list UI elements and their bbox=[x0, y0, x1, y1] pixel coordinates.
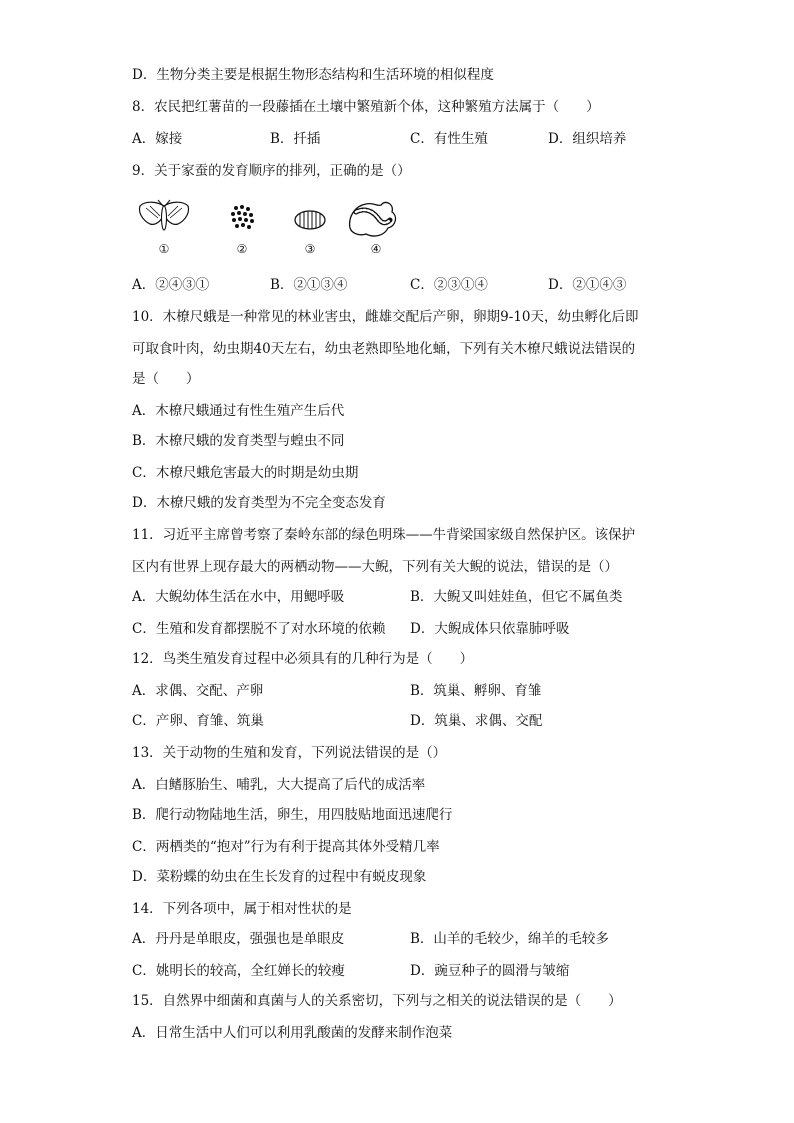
silkworm-figure bbox=[132, 198, 462, 262]
moth-icon bbox=[136, 198, 192, 238]
question-11-line-1: 11．习近平主席曾考察了秦岭东部的绿色明珠——牛背梁国家级自然保护区。该保护 bbox=[132, 527, 636, 543]
q11-option-d: D．大鲵成体只依靠肺呼吸 bbox=[410, 621, 570, 637]
q14-option-d: D．豌豆种子的圆滑与皱缩 bbox=[410, 963, 570, 979]
question-11-line-2: 区内有世界上现存最大的两栖动物——大鲵，下列有关大鲵的说法，错误的是（） bbox=[132, 559, 618, 575]
q8-option-b: B．扦插 bbox=[270, 131, 321, 147]
q13-option-c: C．两栖类的“抱对”行为有利于提高其体外受精几率 bbox=[132, 839, 440, 855]
question-14: 14．下列各项中，属于相对性状的是 bbox=[132, 901, 352, 917]
q13-option-a: A．白鳍豚胎生、哺乳，大大提高了后代的成活率 bbox=[132, 777, 426, 793]
q11-option-a: A．大鲵幼体生活在水中，用鳃呼吸 bbox=[132, 589, 345, 605]
q7-option-d: D．生物分类主要是根据生物形态结构和生活环境的相似程度 bbox=[132, 67, 494, 83]
larva-on-leaf-icon bbox=[344, 198, 400, 242]
q12-option-d: D．筑巢、求偶、交配 bbox=[410, 713, 543, 729]
q8-option-a: A．嫁接 bbox=[132, 131, 183, 147]
q11-option-c: C．生殖和发育都摆脱不了对水环境的依赖 bbox=[132, 621, 386, 637]
figure-label-2: ② bbox=[236, 242, 248, 256]
q11-option-b: B．大鲵又叫娃娃鱼，但它不属鱼类 bbox=[410, 589, 623, 605]
question-10-line-2: 可取食叶肉，幼虫期40天左右，幼虫老熟即坠地化蛹，下列有关木橑尺蛾说法错误的 bbox=[132, 341, 636, 357]
question-10-line-1: 10．木橑尺蛾是一种常见的林业害虫，雌雄交配后产卵，卵期9-10天，幼虫孵化后即 bbox=[132, 309, 639, 325]
q8-option-d: D．组织培养 bbox=[548, 131, 627, 147]
q10-option-a: A．木橑尺蛾通过有性生殖产生后代 bbox=[132, 403, 345, 419]
question-8: 8．农民把红薯苗的一段藤插在土壤中繁殖新个体，这种繁殖方法属于（ ） bbox=[132, 99, 600, 115]
figure-label-3: ③ bbox=[304, 242, 316, 256]
question-10-line-3: 是（ ） bbox=[132, 371, 200, 387]
q15-option-a: A．日常生活中人们可以利用乳酸菌的发酵来制作泡菜 bbox=[132, 1025, 453, 1041]
q9-option-d: D．②①④③ bbox=[548, 277, 627, 293]
q10-option-c: C．木橑尺蛾危害最大的时期是幼虫期 bbox=[132, 465, 359, 481]
q12-option-b: B．筑巢、孵卵、育雏 bbox=[410, 683, 542, 699]
eggs-icon bbox=[222, 198, 262, 238]
q9-option-a: A．②④③① bbox=[132, 277, 210, 293]
q13-option-d: D．菜粉蝶的幼虫在生长发育的过程中有蜕皮现象 bbox=[132, 869, 427, 885]
question-12: 12．鸟类生殖发育过程中必须具有的几种行为是（ ） bbox=[132, 651, 474, 667]
cocoon-icon bbox=[288, 198, 332, 238]
q10-option-b: B．木橑尺蛾的发育类型与蝗虫不同 bbox=[132, 433, 345, 449]
figure-label-4: ④ bbox=[370, 242, 382, 256]
q13-option-b: B．爬行动物陆地生活，卵生，用四肢贴地面迅速爬行 bbox=[132, 807, 453, 823]
q9-option-c: C．②③①④ bbox=[410, 277, 488, 293]
q12-option-c: C．产卵、育雏、筑巢 bbox=[132, 713, 264, 729]
q9-option-b: B．②①③④ bbox=[270, 277, 348, 293]
question-15: 15．自然界中细菌和真菌与人的关系密切，下列与之相关的说法错误的是（ ） bbox=[132, 993, 622, 1009]
q14-option-c: C．姚明长的较高，全红婵长的较瘦 bbox=[132, 963, 345, 979]
q12-option-a: A．求偶、交配、产卵 bbox=[132, 683, 264, 699]
q14-option-a: A．丹丹是单眼皮，强强也是单眼皮 bbox=[132, 931, 345, 947]
q10-option-d: D．木橑尺蛾的发育类型为不完全变态发育 bbox=[132, 495, 386, 511]
q8-option-c: C．有性生殖 bbox=[410, 131, 488, 147]
question-9: 9．关于家蚕的发育顺序的排列，正确的是（） bbox=[132, 163, 411, 179]
question-13: 13．关于动物的生殖和发育，下列说法错误的是（） bbox=[132, 745, 447, 761]
q14-option-b: B．山羊的毛较少，绵羊的毛较多 bbox=[410, 931, 609, 947]
figure-label-1: ① bbox=[158, 242, 170, 256]
